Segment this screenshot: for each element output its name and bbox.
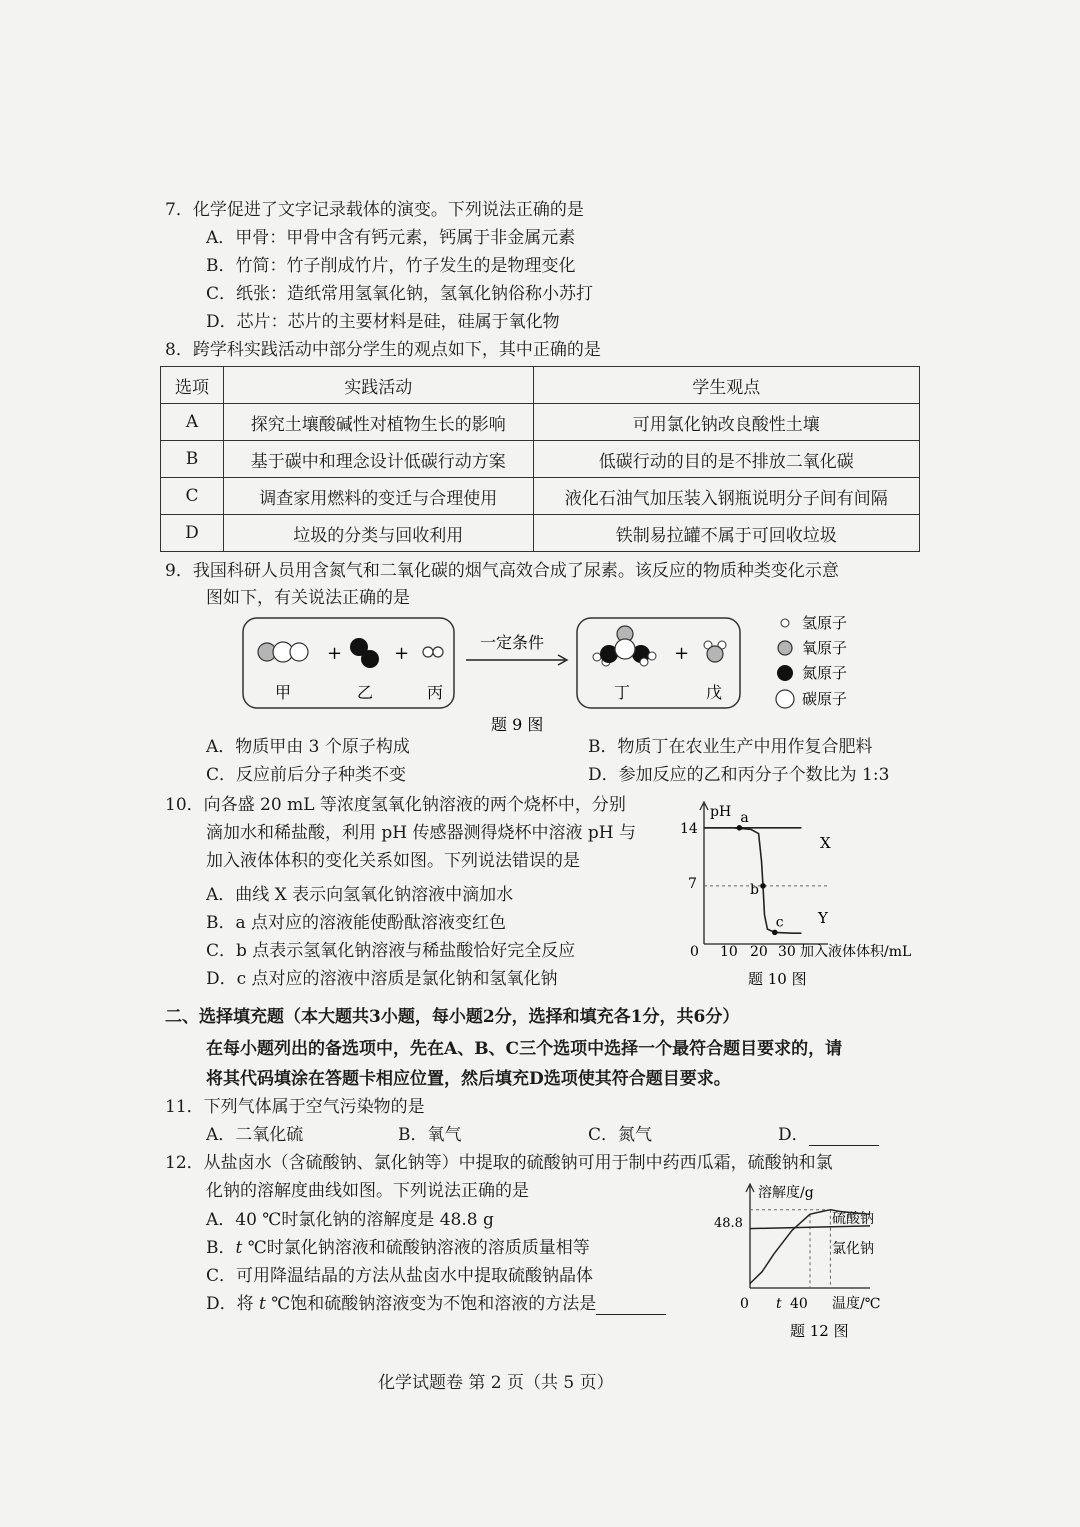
q8-table	[160, 366, 920, 552]
table-cell: D	[161, 515, 224, 552]
q12-stem-line2: 化钠的溶解度曲线如图。下列说法正确的是	[206, 1181, 529, 1201]
answer-blank[interactable]	[596, 1298, 666, 1315]
table-row	[161, 515, 920, 552]
q10-option-d: D．c 点对应的溶液中溶质是氯化钠和氢氧化钠	[206, 969, 558, 989]
series-label-y: Y	[818, 909, 828, 927]
q9-reaction-diagram	[240, 612, 880, 737]
molecule-bing-icon	[423, 647, 443, 657]
ph-y-label: pH	[710, 804, 732, 820]
ph-xtick-30: 30	[778, 944, 796, 960]
legend-oxygen: 氧原子	[802, 639, 848, 657]
label-bing: 丙	[427, 683, 444, 702]
q10-stem-line1: 10．向各盛 20 mL 等浓度氢氧化钠溶液的两个烧杯中，分别	[165, 795, 626, 815]
section2-instruction-1: 在每小题列出的备选项中，先在A、B、C三个选项中选择一个最符合题目要求的，请	[206, 1039, 843, 1059]
label-yi: 乙	[357, 683, 374, 702]
ph-point-a	[737, 825, 743, 831]
table-header-row	[161, 367, 920, 404]
page-footer: 化学试题卷 第 2 页（共 5 页）	[378, 1373, 614, 1393]
table-cell: 基于碳中和理念设计低碳行动方案	[223, 441, 533, 478]
ph-curve-chart	[672, 796, 924, 992]
molecule-ding-icon	[593, 626, 656, 666]
ph-axes	[700, 802, 828, 944]
hydrogen-atom-icon	[781, 619, 789, 627]
q12-caption: 题 12 图	[790, 1322, 849, 1340]
ph-ytick-7: 7	[688, 876, 697, 892]
q9-option-c: C．反应前后分子种类不变	[206, 765, 407, 785]
table-row	[161, 441, 920, 478]
legend-carbon: 碳原子	[802, 690, 848, 708]
solubility-y-label: 溶解度/g	[758, 1185, 814, 1201]
ph-point-b	[760, 883, 766, 889]
nitrogen-atom-icon	[777, 665, 793, 681]
ph-xtick-0: 0	[690, 944, 699, 960]
oxygen-atom-icon	[778, 641, 792, 655]
ph-point-c	[772, 930, 778, 936]
solubility-curve-chart	[710, 1176, 910, 1348]
q9-option-a: A．物质甲由 3 个原子构成	[206, 737, 410, 757]
q10-option-b: B．a 点对应的溶液能使酚酞溶液变红色	[206, 913, 507, 933]
table-cell: A	[161, 404, 224, 441]
q8-stem: 8．跨学科实践活动中部分学生的观点如下，其中正确的是	[165, 340, 601, 360]
q10-stem-line2: 滴加水和稀盐酸，利用 pH 传感器测得烧杯中溶液 pH 与	[206, 823, 637, 843]
table-header: 学生观点	[533, 367, 920, 404]
answer-blank[interactable]	[809, 1129, 879, 1146]
series-label-sodium-chloride: 氯化钠	[832, 1241, 874, 1257]
q10-caption: 题 10 图	[748, 970, 807, 988]
q11-option-a: A．二氧化硫	[206, 1125, 304, 1145]
series-label-sodium-sulfate: 硫酸钠	[832, 1211, 874, 1227]
section2-title: 二、选择填充题（本大题共3小题，每小题2分，选择和填充各1分，共6分）	[165, 1007, 740, 1027]
table-cell: 低碳行动的目的是不排放二氧化碳	[533, 441, 920, 478]
table-row	[161, 404, 920, 441]
q7-option-b: B．竹简：竹子削成竹片，竹子发生的是物理变化	[206, 256, 576, 276]
ph-point-label-a: a	[740, 809, 749, 826]
table-cell: 调查家用燃料的变迁与合理使用	[223, 478, 533, 515]
table-cell: 可用氯化钠改良酸性土壤	[533, 404, 920, 441]
plus-sign-3: +	[674, 643, 690, 664]
reaction-condition: 一定条件	[480, 633, 545, 652]
table-row	[161, 478, 920, 515]
q11-option-b: B．氧气	[398, 1125, 462, 1145]
solubility-x-label: 温度/℃	[832, 1296, 881, 1312]
ph-xtick-20: 20	[750, 944, 768, 960]
q9-option-d: D．参加反应的乙和丙分子个数比为 1:3	[588, 765, 890, 785]
q10-option-c: C．b 点表示氢氧化钠溶液与稀盐酸恰好完全反应	[206, 941, 576, 961]
solubility-xtick-40: 40	[790, 1296, 808, 1312]
ph-x-label: 加入液体体积/mL	[800, 944, 912, 960]
q12-option-c: C．可用降温结晶的方法从盐卤水中提取硫酸钠晶体	[206, 1266, 594, 1286]
series-label-x: X	[820, 834, 831, 852]
table-header: 选项	[161, 367, 224, 404]
ph-point-label-c: c	[775, 914, 784, 931]
ph-point-label-b: b	[750, 881, 759, 898]
solubility-ytick-48-8: 48.8	[714, 1216, 743, 1231]
q10-stem-line3: 加入液体体积的变化关系如图。下列说法错误的是	[206, 851, 580, 871]
legend-hydrogen: 氢原子	[802, 614, 848, 632]
plus-sign-1: +	[327, 643, 343, 664]
molecule-jia-icon	[258, 642, 308, 662]
label-jia: 甲	[275, 683, 292, 702]
plus-sign-2: +	[394, 643, 410, 664]
table-cell: C	[161, 478, 224, 515]
solubility-xtick-0: 0	[740, 1296, 749, 1312]
q9-option-b: B．物质丁在农业生产中用作复合肥料	[588, 737, 873, 757]
table-cell: 铁制易拉罐不属于可回收垃圾	[533, 515, 920, 552]
q12-option-d: D．将 t ℃饱和硫酸钠溶液变为不饱和溶液的方法是	[206, 1293, 666, 1315]
label-ding: 丁	[614, 683, 631, 702]
q9-caption: 题 9 图	[491, 715, 544, 734]
legend-nitrogen: 氮原子	[802, 664, 848, 682]
q12-option-a: A．40 ℃时氯化钠的溶解度是 48.8 g	[206, 1210, 494, 1230]
q9-stem-line2: 图如下，有关说法正确的是	[206, 588, 410, 608]
table-cell: 垃圾的分类与回收利用	[223, 515, 533, 552]
q7-option-d: D．芯片：芯片的主要材料是硅，硅属于氧化物	[206, 312, 560, 332]
q12-option-b: B．t ℃时氯化钠溶液和硫酸钠溶液的溶质质量相等	[206, 1238, 590, 1258]
q11-option-d: D．	[778, 1124, 879, 1146]
ph-series-line-Y	[704, 828, 801, 933]
table-cell: B	[161, 441, 224, 478]
label-wu: 戊	[706, 683, 723, 702]
table-header: 实践活动	[223, 367, 533, 404]
q7-option-c: C．纸张：造纸常用氢氧化钠，氢氧化钠俗称小苏打	[206, 284, 594, 304]
q9-stem-line1: 9．我国科研人员用含氮气和二氧化碳的烟气高效合成了尿素。该反应的物质种类变化示意	[165, 561, 839, 581]
q12-stem-line1: 12．从盐卤水（含硫酸钠、氯化钠等）中提取的硫酸钠可用于制中药西瓜霜，硫酸钠和氯	[165, 1153, 833, 1173]
section2-instruction-2: 将其代码填涂在答题卡相应位置，然后填充D选项使其符合题目要求。	[206, 1069, 731, 1089]
q7-stem: 7．化学促进了文字记录载体的演变。下列说法正确的是	[165, 200, 584, 220]
molecule-wu-icon	[704, 641, 726, 662]
q11-stem: 11．下列气体属于空气污染物的是	[165, 1097, 425, 1117]
q10-option-a: A．曲线 X 表示向氢氧化钠溶液中滴加水	[206, 885, 514, 905]
q11-option-c: C．氮气	[588, 1125, 653, 1145]
q7-option-a: A．甲骨：甲骨中含有钙元素，钙属于非金属元素	[206, 228, 576, 248]
solubility-xtick-t: t	[776, 1296, 782, 1312]
table-cell: 液化石油气加压装入钢瓶说明分子间有间隔	[533, 478, 920, 515]
molecule-yi-icon	[350, 638, 379, 668]
ph-xtick-10: 10	[720, 944, 738, 960]
carbon-atom-icon	[776, 690, 794, 708]
table-cell: 探究土壤酸碱性对植物生长的影响	[223, 404, 533, 441]
ph-ytick-14: 14	[680, 821, 698, 837]
